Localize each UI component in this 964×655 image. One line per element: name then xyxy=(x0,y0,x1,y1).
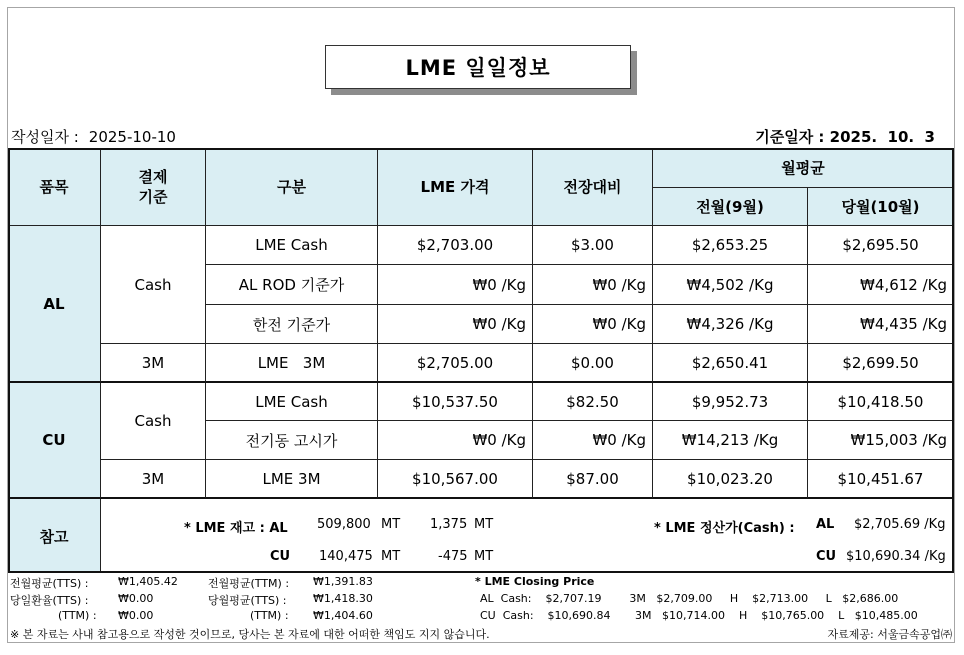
base-date-label: 기준일자 : xyxy=(755,128,825,146)
row-price: ₩0 /Kg xyxy=(378,305,533,344)
row-change: ₩0 /Kg xyxy=(533,265,653,305)
row-cur: ₩15,003 /Kg xyxy=(808,421,954,460)
row-category: LME 3M xyxy=(206,460,378,499)
row-price: $2,705.00 xyxy=(378,344,533,383)
row-category: AL ROD 기준가 xyxy=(206,265,378,305)
al-stock-unit: MT xyxy=(381,517,401,532)
settle-cu-3m: 3M xyxy=(101,460,206,499)
row-price: $2,703.00 xyxy=(378,226,533,265)
al-stock-change: 1,375 xyxy=(430,517,468,532)
row-prev: ₩4,502 /Kg xyxy=(653,265,808,305)
cu-closing-price: CU Cash: $10,690.84 3M $10,714.00 H $10,765.00 L $10,485.00 xyxy=(480,609,918,622)
row-category: LME Cash xyxy=(206,383,378,421)
prev-avg-ttm-label: 전월평균(TTM) : xyxy=(208,577,290,590)
row-change: $3.00 xyxy=(533,226,653,265)
base-date-value: 2025. 10. 3 xyxy=(829,128,935,146)
price-table xyxy=(8,148,954,573)
al-closing-price: AL Cash: $2,707.19 3M $2,709.00 H $2,713.00 L $2,686.00 xyxy=(480,592,899,605)
cur-avg-ttm-value: ₩1,404.60 xyxy=(313,609,373,622)
row-prev: $2,650.41 xyxy=(653,344,808,383)
prev-avg-ttm-value: ₩1,391.83 xyxy=(313,575,373,588)
settle-al-cash: Cash xyxy=(101,226,206,344)
cu-settle-label: CU xyxy=(816,549,837,564)
prev-avg-tts-label: 전월평균(TTS) : xyxy=(10,577,89,590)
row-price: $10,537.50 xyxy=(378,383,533,421)
row-change: ₩0 /Kg xyxy=(533,305,653,344)
header-monthly-avg: 월평균 xyxy=(653,148,954,188)
row-prev: ₩4,326 /Kg xyxy=(653,305,808,344)
al-change-unit: MT xyxy=(474,517,494,532)
row-cur: $2,695.50 xyxy=(808,226,954,265)
group-ref: 참고 xyxy=(8,499,101,573)
row-price: $10,567.00 xyxy=(378,460,533,499)
row-price: ₩0 /Kg xyxy=(378,421,533,460)
prev-avg-tts-value: ₩1,405.42 xyxy=(118,575,178,588)
header-change: 전장대비 xyxy=(533,148,653,226)
today-rate-ttm-label: (TTM) : xyxy=(58,609,97,622)
written-date-value: 2025-10-10 xyxy=(88,128,176,146)
header-item: 품목 xyxy=(8,148,101,226)
al-settle-label: AL xyxy=(816,517,835,532)
today-rate-tts-value: ₩0.00 xyxy=(118,592,154,605)
row-prev: $2,653.25 xyxy=(653,226,808,265)
header-settle: 결제 기준 xyxy=(101,148,206,226)
cu-stock: 140,475 xyxy=(319,549,373,564)
row-prev: ₩14,213 /Kg xyxy=(653,421,808,460)
settle-price-label: * LME 정산가(Cash) : xyxy=(654,521,795,536)
row-prev: $9,952.73 xyxy=(653,383,808,421)
written-date-label: 작성일자 : xyxy=(11,128,79,146)
settle-al-3m: 3M xyxy=(101,344,206,383)
cur-avg-tts-label: 당월평균(TTS) : xyxy=(208,594,287,607)
header-prev-month: 전월(9월) xyxy=(653,188,808,226)
row-change: $82.50 xyxy=(533,383,653,421)
row-category: 한전 기준가 xyxy=(206,305,378,344)
group-al: AL xyxy=(8,226,101,383)
written-date xyxy=(11,126,176,147)
footer xyxy=(10,575,954,645)
settle-cu-cash: Cash xyxy=(101,383,206,460)
row-category: LME 3M xyxy=(206,344,378,383)
header-category: 구분 xyxy=(206,148,378,226)
row-cur: $10,451.67 xyxy=(808,460,954,499)
row-cur: ₩4,612 /Kg xyxy=(808,265,954,305)
row-price: ₩0 /Kg xyxy=(378,265,533,305)
al-settle-price: $2,705.69 /Kg xyxy=(854,517,946,532)
data-source: 자료제공: 서울금속공업㈜ xyxy=(827,628,952,641)
today-rate-tts-label: 당일환율(TTS) : xyxy=(10,594,89,607)
header-lme-price: LME 가격 xyxy=(378,148,533,226)
al-stock: 509,800 xyxy=(317,517,371,532)
row-change: $87.00 xyxy=(533,460,653,499)
base-date xyxy=(755,126,935,147)
cur-avg-ttm-label: (TTM) : xyxy=(250,609,289,622)
header-cur-month: 당월(10월) xyxy=(808,188,954,226)
cur-avg-tts-value: ₩1,418.30 xyxy=(313,592,373,605)
cu-stock-unit: MT xyxy=(381,549,401,564)
group-cu: CU xyxy=(8,383,101,499)
cu-stock-change: -475 xyxy=(438,549,468,564)
row-category: LME Cash xyxy=(206,226,378,265)
stock-label: * LME 재고 : AL xyxy=(184,521,288,536)
cu-change-unit: MT xyxy=(474,549,494,564)
row-cur: $2,699.50 xyxy=(808,344,954,383)
row-category: 전기동 고시가 xyxy=(206,421,378,460)
cu-settle-price: $10,690.34 /Kg xyxy=(846,549,946,564)
disclaimer: ※ 본 자료는 사내 참고용으로 작성한 것이므로, 당사는 본 자료에 대한 어떠한 책임도 지지 않습니다. xyxy=(10,628,490,641)
today-rate-ttm-value: ₩0.00 xyxy=(118,609,154,622)
row-prev: $10,023.20 xyxy=(653,460,808,499)
cu-stock-label: CU xyxy=(270,549,291,564)
closing-price-title: * LME Closing Price xyxy=(475,575,595,588)
row-cur: $10,418.50 xyxy=(808,383,954,421)
row-cur: ₩4,435 /Kg xyxy=(808,305,954,344)
row-change: ₩0 /Kg xyxy=(533,421,653,460)
row-change: $0.00 xyxy=(533,344,653,383)
page-title: LME 일일정보 xyxy=(325,45,631,89)
